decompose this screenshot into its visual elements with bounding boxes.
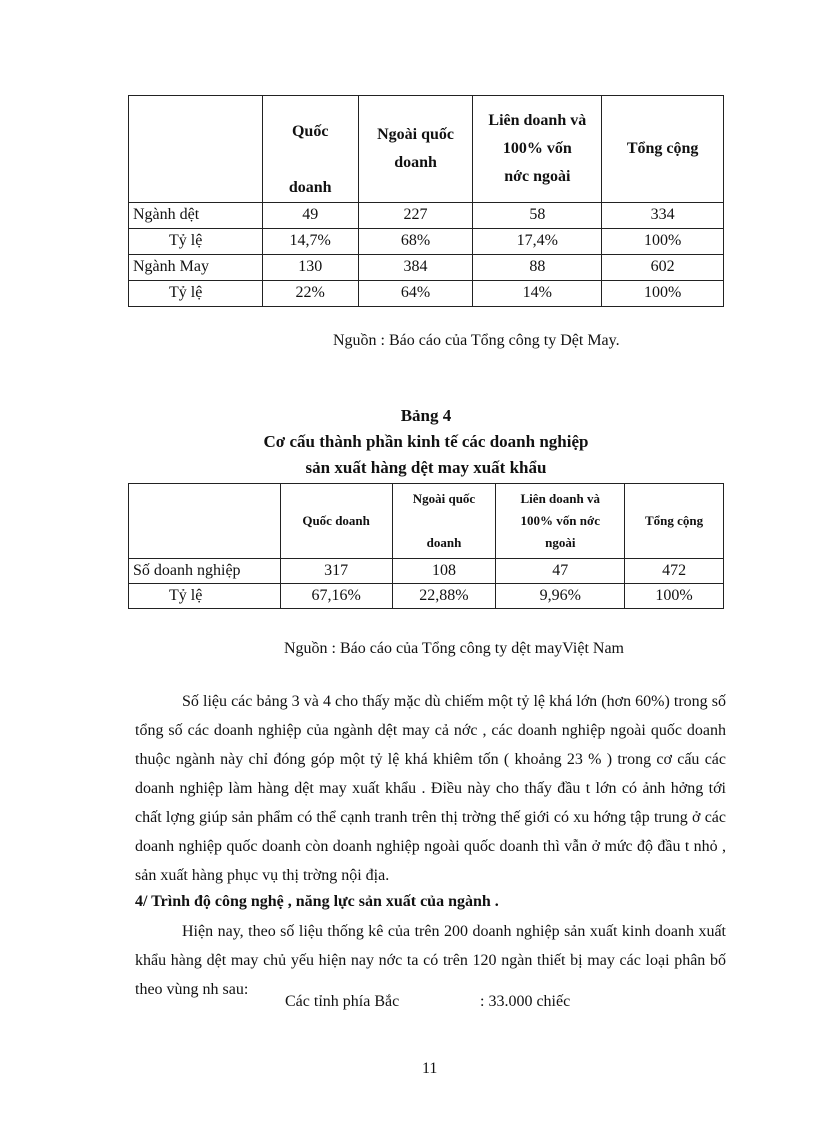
table-cell: 602 xyxy=(602,255,724,281)
region-label: Các tỉnh phía Bắc xyxy=(285,993,400,1010)
header-cell-total xyxy=(602,96,724,203)
table-cell: 22% xyxy=(262,281,358,307)
table-cell: 88 xyxy=(473,255,602,281)
table-cell: 227 xyxy=(358,203,473,229)
table-4-title-line-2: sản xuất hàng dệt may xuất khẩu xyxy=(305,458,547,477)
header-text-line: doanh xyxy=(394,154,437,171)
header-text-line xyxy=(267,146,354,174)
header-text-line: Ngoài quốc xyxy=(412,491,476,506)
header-cell-empty xyxy=(129,96,263,203)
row-label: Ngành May xyxy=(129,255,263,281)
table-4-source: Nguồn : Báo cáo của Tổng công ty dệt mayViệt Nam xyxy=(284,640,624,657)
table-header-row xyxy=(129,484,724,559)
table-row xyxy=(129,584,724,609)
table-cell: 9,96% xyxy=(496,584,625,609)
table-cell: 334 xyxy=(602,203,724,229)
table-cell: 100% xyxy=(602,281,724,307)
table-cell: 58 xyxy=(473,203,602,229)
header-text-line xyxy=(397,510,492,532)
paragraph-text: Số liệu các bảng 3 và 4 cho thấy mặc dù chiếm một tỷ lệ khá lớn (hơn 60%) trong số tổng số các doanh nghiệp của ngành dệt may cả nớc , các doanh nghiệp ngoài quốc doanh thuộc ngành này chỉ đóng góp một tỷ lệ khá khiêm tốn ( khoảng 23 % ) trong cơ cấu các doanh nghiệp làm hàng dệt may xuất khẩu . Điều này cho thấy đầu t lớn có ảnh hởng tới chất lợng giúp sản phẩm có thể cạnh tranh trên thị trờng thế giới có xu hớng tập trung ở các doanh nghiệp quốc doanh còn doanh nghiệp ngoài quốc doanh thì vẫn ở mức độ đầu t nhỏ , sản xuất hàng phục vụ thị trờng nội địa. xyxy=(135,693,726,884)
header-text-line: doanh xyxy=(426,535,462,550)
table-row xyxy=(129,281,724,307)
table-4-number: Bảng 4 xyxy=(400,406,452,425)
table-cell: 22,88% xyxy=(392,584,496,609)
table-cell: 130 xyxy=(262,255,358,281)
table-cell: 100% xyxy=(625,584,724,609)
header-cell-non-state xyxy=(358,96,473,203)
table-cell: 100% xyxy=(602,229,724,255)
table-cell: 64% xyxy=(358,281,473,307)
header-text-line: Liên doanh và xyxy=(520,491,600,506)
header-cell-non-state xyxy=(392,484,496,559)
header-cell-state-owned xyxy=(262,96,358,203)
header-text-line: Liên doanh và xyxy=(488,112,587,129)
header-cell-state-owned xyxy=(280,484,392,559)
table-cell: 67,16% xyxy=(280,584,392,609)
row-label: Tỷ lệ xyxy=(129,584,281,609)
table-cell: 14,7% xyxy=(262,229,358,255)
region-value: : 33.000 chiếc xyxy=(480,993,571,1010)
table-cell: 17,4% xyxy=(473,229,602,255)
region-line xyxy=(285,993,571,1011)
header-text-line: nớc ngoài xyxy=(504,168,571,185)
table-cell: 384 xyxy=(358,255,473,281)
header-text-line: Tổng cộng xyxy=(644,513,704,528)
row-label: Tỷ lệ xyxy=(129,281,263,307)
header-cell-empty xyxy=(129,484,281,559)
table-cell: 47 xyxy=(496,559,625,584)
header-cell-total xyxy=(625,484,724,559)
header-text-line: Quốc doanh xyxy=(302,513,370,528)
header-text-line: 100% vốn xyxy=(502,140,572,157)
header-cell-joint-venture xyxy=(473,96,602,203)
table-4 xyxy=(128,483,724,609)
paragraph-text: Hiện nay, theo số liệu thống kê của trên 200 doanh nghiệp sản xuất kinh doanh xuất khẩu hàng dệt may chủ yếu hiện nay nớc ta có trên 120 ngàn thiết bị may các loại phân bố theo vùng nh sau: xyxy=(135,923,726,998)
paragraph-analysis xyxy=(135,687,726,890)
row-label: Tỷ lệ xyxy=(129,229,263,255)
header-text-line: Tổng cộng xyxy=(626,140,699,157)
table-header-row xyxy=(129,96,724,203)
table-row xyxy=(129,203,724,229)
section-heading: 4/ Trình độ công nghệ , năng lực sản xuất của ngành . xyxy=(135,893,499,910)
header-text-line: ngoài xyxy=(545,535,576,550)
table-cell: 14% xyxy=(473,281,602,307)
table-cell: 317 xyxy=(280,559,392,584)
header-text-line: Ngoài quốc xyxy=(377,126,454,143)
header-text-line: doanh xyxy=(288,179,332,196)
header-text-line: 100% vốn nớc xyxy=(520,513,600,528)
table-cell: 108 xyxy=(392,559,496,584)
header-cell-joint-venture xyxy=(496,484,625,559)
row-label: Ngành dệt xyxy=(129,203,263,229)
header-text-line: Quốc xyxy=(291,123,329,140)
page-number: 11 xyxy=(422,1060,438,1077)
table-4-title-line-1: Cơ cấu thành phần kinh tế các doanh nghiệp xyxy=(263,432,589,451)
table-row xyxy=(129,255,724,281)
table-cell: 68% xyxy=(358,229,473,255)
paragraph-equipment xyxy=(135,917,726,1004)
table-3-source: Nguồn : Báo cáo của Tổng công ty Dệt May. xyxy=(333,332,620,349)
table-row xyxy=(129,559,724,584)
table-cell: 472 xyxy=(625,559,724,584)
table-3 xyxy=(128,95,724,307)
table-cell: 49 xyxy=(262,203,358,229)
table-row xyxy=(129,229,724,255)
row-label: Số doanh nghiệp xyxy=(129,559,281,584)
